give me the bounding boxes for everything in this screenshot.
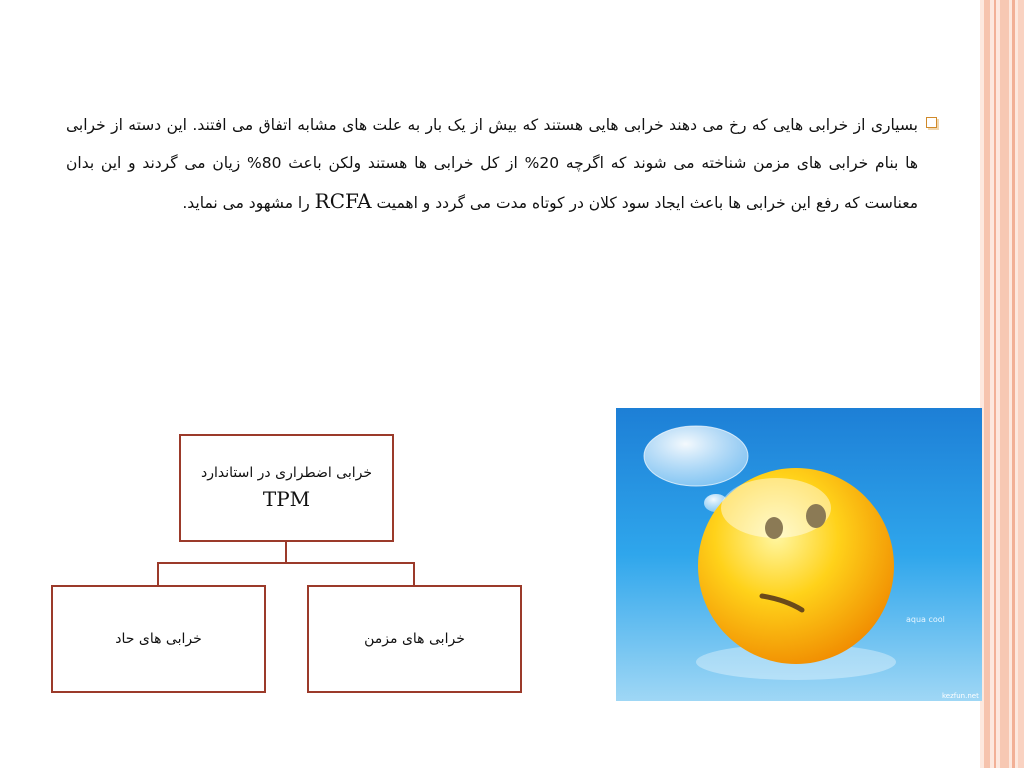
diagram-root-sublabel: TPM	[262, 487, 311, 511]
thinking-emoji-image	[616, 408, 982, 701]
bullet-icon	[926, 117, 937, 128]
diagram-chronic-label: خرابی های مزمن	[364, 631, 465, 647]
decorative-stripes	[980, 0, 1024, 768]
connector-vertical-root	[285, 540, 287, 563]
diagram-acute-box	[51, 585, 266, 693]
diagram-chronic-box	[307, 585, 522, 693]
paragraph-acronym: RCFA	[314, 189, 372, 213]
brand-text: aqua cool	[906, 615, 945, 624]
diagram-root-label: خرابی اضطراری در استاندارد	[200, 465, 372, 481]
connector-horizontal	[157, 562, 415, 564]
watermark-text: kezfun.net	[942, 692, 979, 700]
main-paragraph	[66, 106, 918, 222]
connector-vertical-left	[157, 562, 159, 586]
paragraph-text-part2: را مشهود می نماید.	[182, 194, 310, 212]
connector-vertical-right	[413, 562, 415, 586]
diagram-acute-label: خرابی های حاد	[115, 631, 202, 647]
diagram-root-box	[179, 434, 394, 542]
paragraph-text-part1: بسیاری از خرابی هایی که رخ می دهند خرابی هایی هستند که بیش از یک بار به علت های مشابه اتفاق می افتند. این دسته از خرابی ها بنام خرابی های مزمن شناخته می شوند که اگرچه 20% از کل خرابی ها هستند ولکن باعث 80% زیان می گردند و این بدان معناست که رفع این خرابی ها باعث ایجاد سود کلان در کوتاه مدت می گردد و اهمیت	[66, 116, 918, 212]
